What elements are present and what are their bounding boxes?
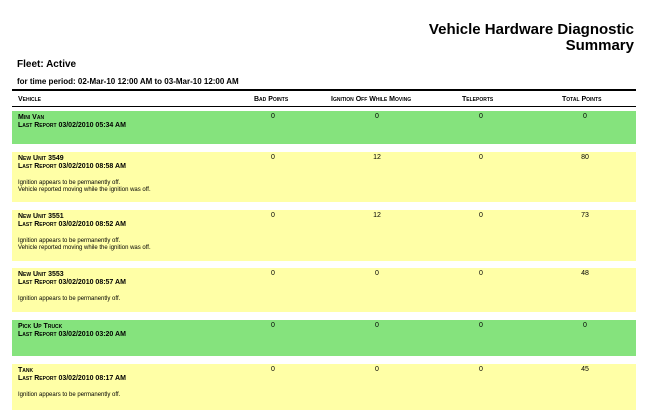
total-points-value: 0 <box>583 322 587 329</box>
diagnostic-note: Ignition appears to be permanently off. <box>18 180 121 186</box>
ignition-off-value: 0 <box>375 113 379 120</box>
col-header-teleports: Teleports <box>462 96 494 103</box>
vehicle-name: New Unit 3551 <box>18 213 64 220</box>
ignition-off-value: 0 <box>375 322 379 329</box>
col-header-total-points: Total Points <box>562 96 602 103</box>
bad-points-value: 0 <box>271 212 275 219</box>
fleet-label: Fleet: Active <box>17 59 77 70</box>
col-header-ignition-off: Ignition Off While Moving <box>331 96 412 103</box>
last-report: Last Report 03/02/2010 08:57 AM <box>18 279 126 286</box>
last-report: Last Report 03/02/2010 08:17 AM <box>18 375 126 382</box>
table-row <box>12 268 636 312</box>
total-points-value: 80 <box>581 154 589 161</box>
table-row <box>12 210 636 261</box>
vehicle-name: New Unit 3549 <box>18 155 64 162</box>
report-title-line1: Vehicle Hardware Diagnostic <box>428 21 634 38</box>
bad-points-value: 0 <box>271 322 275 329</box>
last-report: Last Report 03/02/2010 05:34 AM <box>18 122 126 129</box>
bad-points-value: 0 <box>271 270 275 277</box>
teleports-value: 0 <box>479 270 483 277</box>
header-bottom-rule <box>12 106 636 107</box>
bad-points-value: 0 <box>271 154 275 161</box>
diagnostic-note: Ignition appears to be permanently off. <box>18 296 121 302</box>
teleports-value: 0 <box>479 154 483 161</box>
table-row <box>12 152 636 202</box>
teleports-value: 0 <box>479 212 483 219</box>
vehicle-name: Mini Van <box>18 114 45 121</box>
col-header-bad-points: Bad Points <box>254 96 289 103</box>
ignition-off-value: 0 <box>375 366 379 373</box>
table-row <box>12 364 636 410</box>
teleports-value: 0 <box>479 366 483 373</box>
last-report: Last Report 03/02/2010 03:20 AM <box>18 331 126 338</box>
bad-points-value: 0 <box>271 366 275 373</box>
header-top-rule <box>12 89 636 91</box>
table-row <box>12 111 636 144</box>
vehicle-name: Tank <box>18 367 34 374</box>
diagnostic-note: Ignition appears to be permanently off. <box>18 238 121 244</box>
total-points-value: 45 <box>581 366 589 373</box>
time-period: for time period: 02-Mar-10 12:00 AM to 03-Mar-10 12:00 AM <box>17 77 239 86</box>
vehicle-name: New Unit 3553 <box>18 271 64 278</box>
ignition-off-value: 0 <box>375 270 379 277</box>
diagnostic-note: Vehicle reported moving while the ignition was off. <box>18 245 151 251</box>
ignition-off-value: 12 <box>373 212 381 219</box>
ignition-off-value: 12 <box>373 154 381 161</box>
bad-points-value: 0 <box>271 113 275 120</box>
col-header-vehicle: Vehicle <box>18 96 42 103</box>
teleports-value: 0 <box>479 113 483 120</box>
report-title-line2: Summary <box>565 37 634 54</box>
last-report: Last Report 03/02/2010 08:52 AM <box>18 221 126 228</box>
diagnostic-note: Ignition appears to be permanently off. <box>18 392 121 398</box>
total-points-value: 0 <box>583 113 587 120</box>
total-points-value: 48 <box>581 270 589 277</box>
vehicle-name: Pick Up Truck <box>18 323 63 330</box>
table-row <box>12 320 636 356</box>
diagnostic-note: Vehicle reported moving while the ignition was off. <box>18 187 151 193</box>
last-report: Last Report 03/02/2010 08:58 AM <box>18 163 126 170</box>
total-points-value: 73 <box>581 212 589 219</box>
teleports-value: 0 <box>479 322 483 329</box>
report-title <box>429 22 634 54</box>
